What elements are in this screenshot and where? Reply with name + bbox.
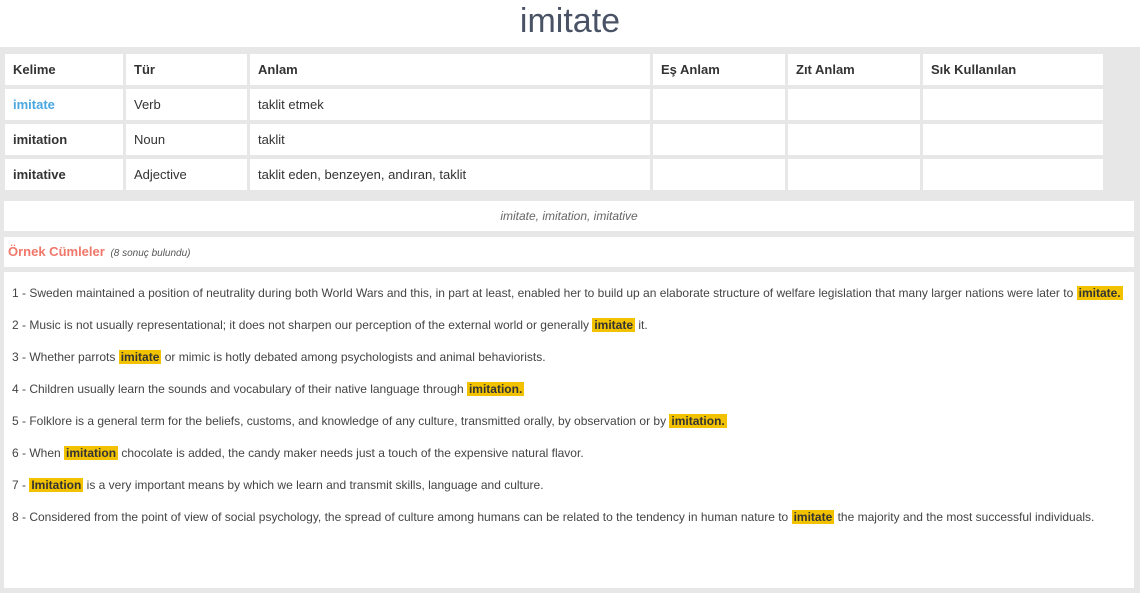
word-forms: imitate, imitation, imitative: [4, 201, 1134, 231]
table-row: [5, 124, 1103, 155]
examples-header: [4, 237, 1134, 267]
sentence-text: 7 -: [12, 478, 30, 492]
page-title: imitate: [519, 2, 621, 40]
word-meaning: taklit eden, benzeyen, andıran, taklit: [250, 159, 650, 190]
highlighted-word: imitate: [120, 350, 160, 364]
table-header-row: [5, 54, 1103, 85]
word-antonym: [788, 124, 920, 155]
sentence-text: 4 - Children usually learn the sounds and vocabulary of their native language through: [12, 382, 467, 396]
sentence-text: 5 - Folklore is a general term for the beliefs, customs, and knowledge of any culture, transmitted orally, by observation or by: [12, 414, 670, 428]
highlighted-word: imitation.: [468, 382, 523, 396]
word-common: [923, 89, 1103, 120]
word-type: Adjective: [126, 159, 247, 190]
list-item: [12, 474, 1126, 496]
sentence-text: chocolate is added, the candy maker needs just a touch of the expensive natural flavor.: [118, 446, 584, 460]
word-meaning: taklit: [250, 124, 650, 155]
header-meaning: Anlam: [250, 54, 650, 85]
highlighted-word: imitate: [594, 318, 634, 332]
sentence-text: 1 - Sweden maintained a position of neutrality during both World Wars and this, in part at least, enabled her to build up an elaborate structure of welfare legislation that many larger nations were later to: [12, 286, 1077, 300]
sentence-text: 6 - When: [12, 446, 65, 460]
word-type: Noun: [126, 124, 247, 155]
word-common: [923, 124, 1103, 155]
word-link-imitate[interactable]: imitate: [5, 89, 123, 120]
word-antonym: [788, 159, 920, 190]
list-item: [12, 346, 1126, 368]
list-item: [12, 282, 1126, 304]
list-item: [12, 506, 1126, 528]
sentence-text: or mimic is hotly debated among psychologists and animal behaviorists.: [161, 350, 546, 364]
list-item: [12, 378, 1126, 400]
word-synonym: [653, 124, 785, 155]
word-meaning: taklit etmek: [250, 89, 650, 120]
highlighted-word: imitate.: [1078, 286, 1121, 300]
word-type: Verb: [126, 89, 247, 120]
examples-count: (8 sonuç bulundu): [110, 248, 191, 259]
sentence-text: the majority and the most successful individuals.: [834, 510, 1095, 524]
dictionary-panel: [0, 47, 1140, 593]
header-type: Tür: [126, 54, 247, 85]
word-imitative: imitative: [5, 159, 123, 190]
list-item: [12, 314, 1126, 336]
sentence-text: it.: [635, 318, 648, 332]
word-synonym: [653, 89, 785, 120]
word-table: [2, 50, 1106, 194]
word-synonym: [653, 159, 785, 190]
highlighted-word: imitate: [793, 510, 833, 524]
highlighted-word: imitation: [66, 446, 117, 460]
sentence-text: 8 - Considered from the point of view of social psychology, the spread of culture among humans can be related to the tendency in human nature to: [12, 510, 792, 524]
examples-title: Örnek Cümleler: [8, 244, 105, 259]
table-row: [5, 159, 1103, 190]
table-row: [5, 89, 1103, 120]
list-item: [12, 410, 1126, 432]
example-sentences: [4, 272, 1134, 588]
sentence-text: 2 - Music is not usually representational; it does not sharpen our perception of the external world or generally: [12, 318, 593, 332]
word-common: [923, 159, 1103, 190]
header-antonym: Zıt Anlam: [788, 54, 920, 85]
sentence-text: 3 - Whether parrots: [12, 350, 119, 364]
word-antonym: [788, 89, 920, 120]
word-imitation: imitation: [5, 124, 123, 155]
highlighted-word: Imitation: [31, 478, 82, 492]
list-item: [12, 442, 1126, 464]
highlighted-word: imitation.: [671, 414, 725, 428]
header-common: Sık Kullanılan: [923, 54, 1103, 85]
header-word: Kelime: [5, 54, 123, 85]
sentence-text: is a very important means by which we learn and transmit skills, language and culture.: [83, 478, 544, 492]
header-synonym: Eş Anlam: [653, 54, 785, 85]
